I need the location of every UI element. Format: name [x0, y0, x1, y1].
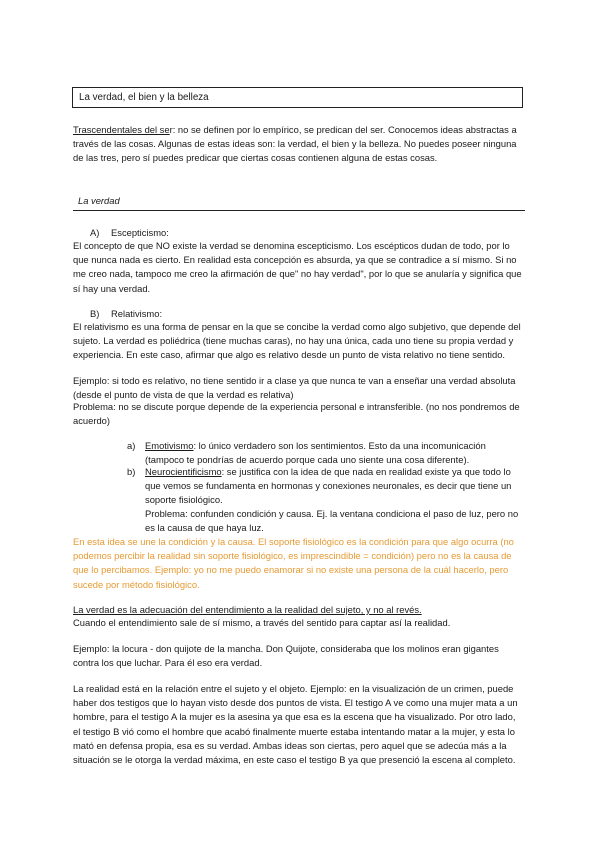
- section-heading: La verdad: [78, 195, 120, 206]
- intro-term: Trascendentales del se: [73, 124, 170, 135]
- b-text: El relativismo es una forma de pensar en la que se concibe la verdad como algo subjetivo, que depende del sujeto. La verdad es poliédrica (tiene muchas caras), no hay una única, cada uno tiene su propia verdad y experiencia. En este caso, afirmar que algo es relativo desde un punto de vista relativo no tiene sentido.: [73, 321, 521, 361]
- b-example: Ejemplo: si todo es relativo, no tiene sentido ir a clase ya que nunca te van a enseñar una verdad absoluta (desde el punto de vista de que la verdad es relativa): [73, 375, 516, 401]
- b-heading: Relativismo:: [111, 308, 163, 319]
- sub-a-marker: a): [127, 440, 136, 451]
- sub-b-term: Neurocientificismo: [145, 466, 222, 477]
- sub-a-text-block: [145, 439, 525, 467]
- document-title: La verdad, el bien y la belleza: [79, 92, 209, 103]
- intro-text: r: no se definen por lo empírico, se predican del ser. Conocemos ideas abstractas a través de las cosas. Algunas de estas ideas son: la verdad, el bien y la belleza. No puedes poseer ninguna de las tres, pero sí puedes predicar que ciertas cosas contienen alguna de estas cosas.: [73, 124, 517, 164]
- quijote-example: Ejemplo: la locura - don quijote de la mancha. Don Quijote, consideraba que los molinos eran gigantes contra los que luchar. Para él eso era verdad.: [73, 643, 499, 669]
- sub-a-term: Emotivismo: [145, 440, 194, 451]
- final-paragraph: La realidad está en la relación entre el sujeto y el objeto. Ejemplo: en la visualización de un crimen, puede haber dos testigos que lo hayan visto desde dos puntos de vista. El testigo A ve como una mujer mata a un hombre, para el testigo A la mujer es la asesina ya que esa es la escena que ha visualizado. Por otro lado, el testigo B vió como el hombre que acabó finalmente muerte estaba intentando matar a la mujer, y esta lo mató en defensa propia, esa es su verdad. Ambas ideas son ciertas, pero aquel que se adecúa más a la situación se le otorga la verdad máxima, en este caso el testigo B ya que presenció la escena al completo.: [73, 683, 518, 766]
- sub-a-text: : lo único verdadero son los sentimientos. Esto da una incomunicación (tampoco te pondrías de acuerdo porque cada uno siente una cosa diferente).: [145, 440, 486, 466]
- title-box: [72, 87, 523, 108]
- b-problem: Problema: no se discute porque depende de la experiencia personal e intransferible. (no nos pondremos de acuerdo): [73, 401, 520, 427]
- definition-text: Cuando el entendimiento sale de sí mismo, a través del sentido para captar así la realidad.: [73, 617, 451, 628]
- sub-b-text: : se justifica con la idea de que nada en realidad existe ya que todo lo que vemos se fundamenta en hormonas y conexiones neuronales, es decir que tiene un soporte fisiológico.: [145, 466, 512, 506]
- a-text: El concepto de que NO existe la verdad se denomina escepticismo. Los escépticos dudan de todo, por lo que nunca nada es cierto. En realidad esta concepción es absurda, ya que se contradice a sí mismo. Si no me creo nada, tampoco me creo la afirmación de que" no hay verdad", por lo que se anularía y significa que sí hay una verdad.: [73, 240, 522, 294]
- b-marker: B): [90, 308, 100, 319]
- a-heading: Escepticismo:: [111, 227, 169, 238]
- sub-b-marker: b): [127, 466, 136, 477]
- intro-paragraph: [73, 123, 525, 166]
- section-divider: [73, 210, 525, 211]
- a-marker: A): [90, 227, 100, 238]
- definition-heading: La verdad es la adecuación del entendimiento a la realidad del sujeto, y no al revés.: [73, 604, 422, 615]
- orange-note: En esta idea se une la condición y la causa. El soporte fisiológico es la condición para que algo ocurra (no podemos percibir la realidad sin soporte fisiológico, es imprescindible = condición) pero no es la causa de que lo percibamos. Ejemplo: yo no me puedo enamorar si no existe una persona de la cuál hacerlo, pero sucede por método fisiológico.: [73, 536, 514, 590]
- sub-b-problem: Problema: confunden condición y causa. Ej. la ventana condiciona el paso de luz, pero no es la causa de que haya luz.: [145, 508, 519, 534]
- sub-b-text-block: [145, 465, 525, 508]
